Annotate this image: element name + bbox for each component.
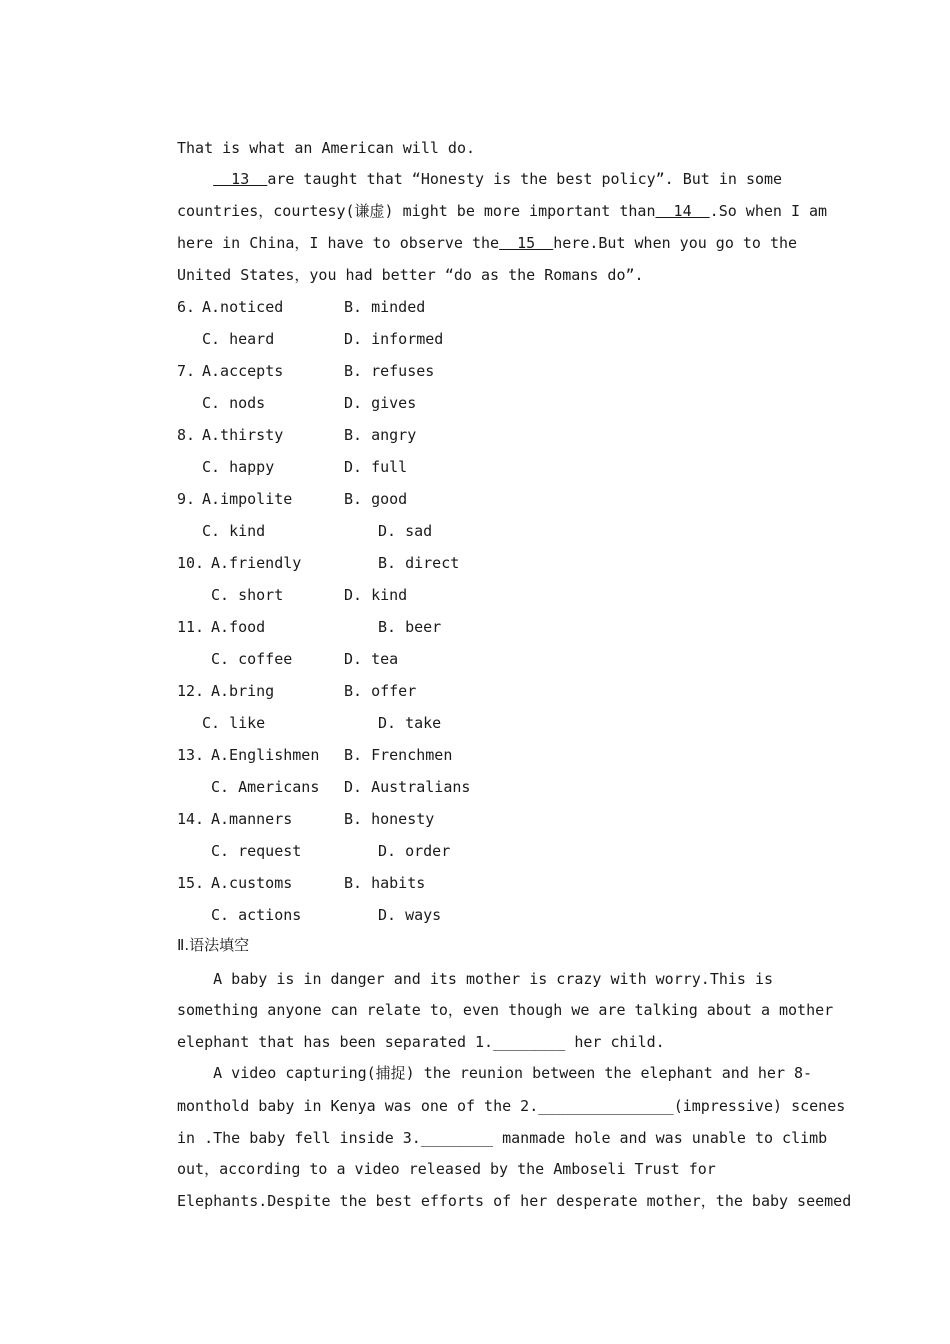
- passage-text: .So when I am: [709, 202, 828, 220]
- option-c: C. like: [202, 714, 266, 732]
- passage-line: monthold baby in Kenya was one of the 2._______________(impressive) scenes: [177, 1097, 846, 1115]
- option-b: B. Frenchmen: [344, 746, 453, 764]
- option-b: B. habits: [344, 874, 426, 892]
- blank-13: 13: [213, 170, 268, 188]
- option-b: B. minded: [344, 298, 426, 316]
- blank-14: 14: [655, 202, 710, 220]
- passage-text: countries，courtesy(谦虚) might be more important than: [177, 202, 656, 220]
- option-d: D. ways: [378, 906, 442, 924]
- option-c: C. kind: [202, 522, 266, 540]
- question-number: 9.: [177, 490, 196, 508]
- option-a: A.Englishmen: [211, 746, 320, 764]
- option-d: D. kind: [344, 586, 408, 604]
- question-number: 6.: [177, 298, 196, 316]
- question-number: 7.: [177, 362, 196, 380]
- question-number: 13.: [177, 746, 205, 764]
- blank-15: 15: [499, 234, 554, 252]
- passage-line: That is what an American will do.: [177, 139, 476, 157]
- option-b: B. angry: [344, 426, 417, 444]
- passage-line: in .The baby fell inside 3.________ manmade hole and was unable to climb: [177, 1129, 828, 1147]
- option-d: D. full: [344, 458, 408, 476]
- option-b: B. refuses: [344, 362, 435, 380]
- passage-line: United States，you had better “do as the Romans do”.: [177, 266, 644, 284]
- passage-line: [177, 201, 827, 221]
- option-a: A.impolite: [202, 490, 293, 508]
- option-d: D. informed: [344, 330, 444, 348]
- passage-line: [177, 169, 782, 189]
- question-number: 12.: [177, 682, 205, 700]
- option-d: D. take: [378, 714, 442, 732]
- option-b: B. beer: [378, 618, 442, 636]
- option-c: C. request: [211, 842, 302, 860]
- passage-text: are taught that “Honesty is the best policy”. But in some: [267, 170, 783, 188]
- option-a: A.customs: [211, 874, 293, 892]
- passage-line: elephant that has been separated 1.________ her child.: [177, 1033, 665, 1051]
- option-a: A.food: [211, 618, 266, 636]
- option-c: C. actions: [211, 906, 302, 924]
- option-a: A.noticed: [202, 298, 284, 316]
- passage-line: [177, 233, 797, 253]
- option-a: A.bring: [211, 682, 275, 700]
- passage-line: A baby is in danger and its mother is crazy with worry.This is: [177, 970, 774, 988]
- option-a: A.thirsty: [202, 426, 284, 444]
- passage-text: here in China，I have to observe the: [177, 234, 500, 252]
- option-c: C. Americans: [211, 778, 320, 796]
- section-heading: Ⅱ.语法填空: [177, 936, 250, 954]
- question-number: 10.: [177, 554, 205, 572]
- passage-line: something anyone can relate to，even though we are talking about a mother: [177, 1001, 834, 1019]
- passage-text: here.But when you go to the: [553, 234, 798, 252]
- option-d: D. Australians: [344, 778, 471, 796]
- passage-line: out，according to a video released by the Amboseli Trust for: [177, 1160, 716, 1178]
- option-c: C. heard: [202, 330, 275, 348]
- option-d: D. order: [378, 842, 451, 860]
- passage-line: Elephants.Despite the best efforts of her desperate mother，the baby seemed: [177, 1192, 852, 1210]
- option-a: A.manners: [211, 810, 293, 828]
- question-number: 14.: [177, 810, 205, 828]
- option-b: B. offer: [344, 682, 417, 700]
- option-d: D. tea: [344, 650, 399, 668]
- question-number: 15.: [177, 874, 205, 892]
- option-d: D. gives: [344, 394, 417, 412]
- option-c: C. short: [211, 586, 284, 604]
- option-b: B. honesty: [344, 810, 435, 828]
- question-number: 8.: [177, 426, 196, 444]
- option-c: C. coffee: [211, 650, 293, 668]
- option-a: A.accepts: [202, 362, 284, 380]
- option-b: B. good: [344, 490, 408, 508]
- option-d: D. sad: [378, 522, 433, 540]
- question-number: 11.: [177, 618, 205, 636]
- option-c: C. nods: [202, 394, 266, 412]
- passage-line: A video capturing(捕捉) the reunion between the elephant and her 8-: [177, 1064, 813, 1082]
- option-a: A.friendly: [211, 554, 302, 572]
- option-b: B. direct: [378, 554, 460, 572]
- option-c: C. happy: [202, 458, 275, 476]
